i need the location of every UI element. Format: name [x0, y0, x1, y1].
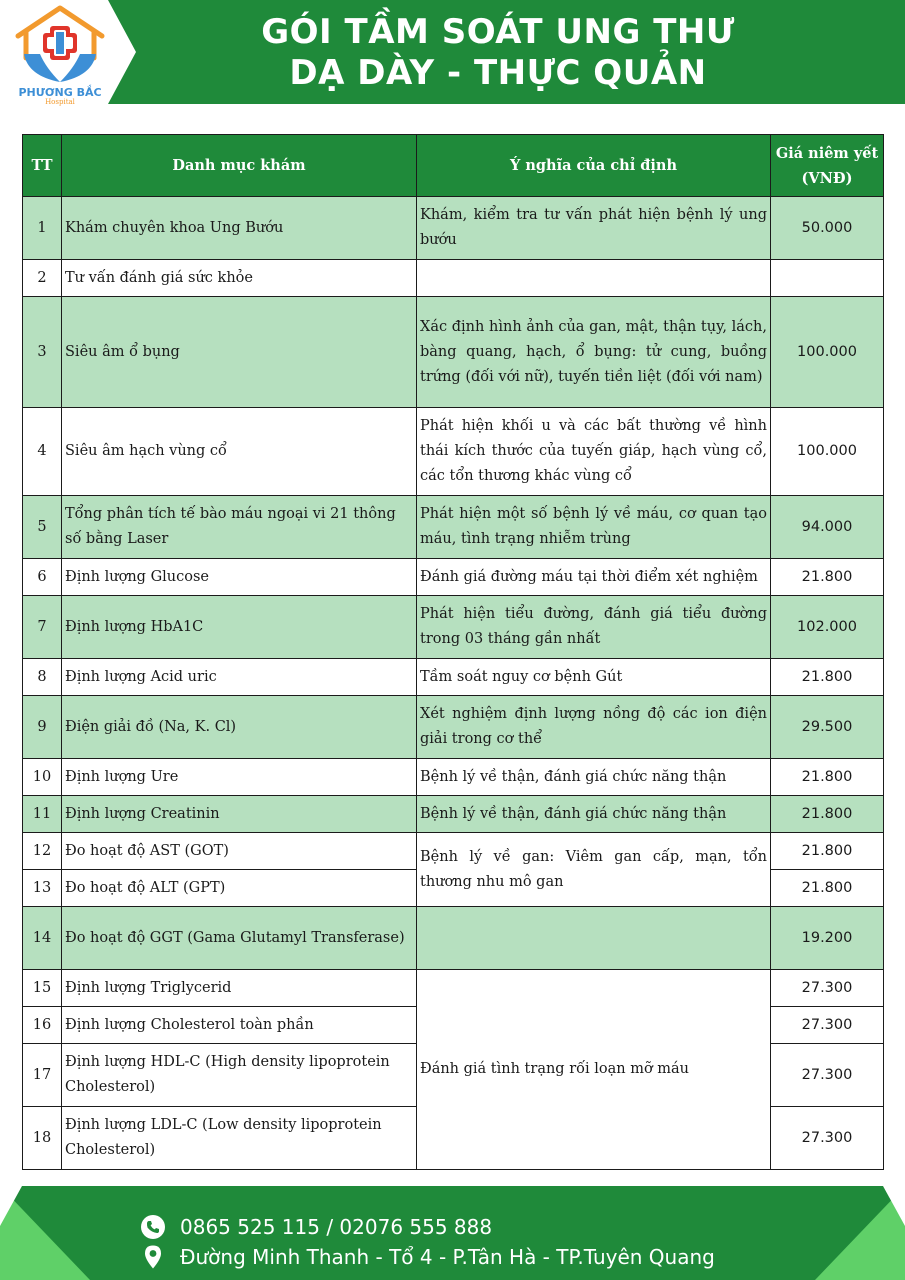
- row-meaning: Phát hiện tiểu đường, đánh giá tiểu đường trong 03 tháng gần nhất: [417, 596, 771, 659]
- row-item: Đo hoạt độ ALT (GPT): [62, 870, 417, 907]
- row-item: Định lượng HDL-C (High density lipoprotein Cholesterol): [62, 1044, 417, 1107]
- footer-address-text: Đường Minh Thanh - Tổ 4 - P.Tân Hà - TP.Tuyên Quang: [180, 1245, 715, 1269]
- row-meaning: Phát hiện khối u và các bất thường về hình thái kích thước của tuyến giáp, hạch vùng cổ, các tổn thương khác vùng cổ: [417, 408, 771, 496]
- column-header-price: [771, 135, 884, 197]
- table-row: [23, 970, 884, 1007]
- row-price: 27.300: [771, 1044, 884, 1107]
- row-number: 15: [23, 970, 62, 1007]
- row-item: Siêu âm hạch vùng cổ: [62, 408, 417, 496]
- footer-phone-text[interactable]: 0865 525 115 / 02076 555 888: [180, 1215, 493, 1239]
- row-price: 50.000: [771, 197, 884, 260]
- row-item: Tổng phân tích tế bào máu ngoại vi 21 thông số bằng Laser: [62, 496, 417, 559]
- column-header-tt: TT: [23, 135, 62, 197]
- row-number: 7: [23, 596, 62, 659]
- row-price: 102.000: [771, 596, 884, 659]
- table-row: [23, 796, 884, 833]
- title-line-1: GÓI TẦM SOÁT UNG THƯ: [261, 12, 735, 52]
- table-row: [23, 408, 884, 496]
- table-row: [23, 596, 884, 659]
- row-number: 13: [23, 870, 62, 907]
- footer-address: [140, 1242, 715, 1272]
- row-price: [771, 260, 884, 297]
- row-price: 21.800: [771, 559, 884, 596]
- row-number: 12: [23, 833, 62, 870]
- row-meaning: Bệnh lý về thận, đánh giá chức năng thận: [417, 759, 771, 796]
- table-row: [23, 197, 884, 260]
- row-number: 14: [23, 907, 62, 970]
- row-price: 27.300: [771, 970, 884, 1007]
- row-item: Đo hoạt độ GGT (Gama Glutamyl Transferase): [62, 907, 417, 970]
- row-price: 21.800: [771, 796, 884, 833]
- row-item: Tư vấn đánh giá sức khỏe: [62, 260, 417, 297]
- row-meaning: Xác định hình ảnh của gan, mật, thận tụy, lách, bàng quang, hạch, ổ bụng: tử cung, buồng trứng (đối với nữ), tuyến tiền liệt (đối với nam): [417, 297, 771, 408]
- row-item: Đo hoạt độ AST (GOT): [62, 833, 417, 870]
- row-item: Siêu âm ổ bụng: [62, 297, 417, 408]
- row-price: 94.000: [771, 496, 884, 559]
- row-number: 11: [23, 796, 62, 833]
- row-price: 21.800: [771, 870, 884, 907]
- row-item: Định lượng Ure: [62, 759, 417, 796]
- row-item: Định lượng LDL-C (Low density lipoprotein Cholesterol): [62, 1107, 417, 1170]
- table-row: [23, 759, 884, 796]
- phone-icon: [140, 1214, 166, 1240]
- row-number: 8: [23, 659, 62, 696]
- table-row: [23, 297, 884, 408]
- row-meaning: Đánh giá tình trạng rối loạn mỡ máu: [417, 970, 771, 1170]
- table-row: [23, 907, 884, 970]
- hospital-logo: [10, 2, 110, 106]
- row-meaning: Bệnh lý về gan: Viêm gan cấp, mạn, tổn thương nhu mô gan: [417, 833, 771, 907]
- row-price: 27.300: [771, 1107, 884, 1170]
- row-meaning: [417, 260, 771, 297]
- row-number: 5: [23, 496, 62, 559]
- row-price: 100.000: [771, 297, 884, 408]
- column-header-item: Danh mục khám: [62, 135, 417, 197]
- row-meaning: Tầm soát nguy cơ bệnh Gút: [417, 659, 771, 696]
- location-pin-icon: [140, 1244, 166, 1270]
- row-number: 1: [23, 197, 62, 260]
- row-number: 3: [23, 297, 62, 408]
- logo-text: PHƯƠNG BẮC: [18, 86, 102, 99]
- row-meaning: [417, 907, 771, 970]
- table-row: [23, 496, 884, 559]
- row-price: 100.000: [771, 408, 884, 496]
- row-number: 18: [23, 1107, 62, 1170]
- title-line-2: DẠ DÀY - THỰC QUẢN: [289, 53, 707, 93]
- column-header-meaning: Ý nghĩa của chỉ định: [417, 135, 771, 197]
- table-row: [23, 559, 884, 596]
- row-number: 9: [23, 696, 62, 759]
- row-number: 4: [23, 408, 62, 496]
- row-number: 16: [23, 1007, 62, 1044]
- table-row: [23, 833, 884, 870]
- row-item: Khám chuyên khoa Ung Bướu: [62, 197, 417, 260]
- table-row: [23, 696, 884, 759]
- row-item: Định lượng HbA1C: [62, 596, 417, 659]
- row-price: 21.800: [771, 759, 884, 796]
- row-item: Định lượng Cholesterol toàn phần: [62, 1007, 417, 1044]
- row-meaning: Khám, kiểm tra tư vấn phát hiện bệnh lý ung bướu: [417, 197, 771, 260]
- footer-phone: [140, 1212, 492, 1242]
- row-item: Định lượng Creatinin: [62, 796, 417, 833]
- row-price: 19.200: [771, 907, 884, 970]
- row-price: 21.800: [771, 659, 884, 696]
- table-row: [23, 260, 884, 297]
- row-meaning: Phát hiện một số bệnh lý về máu, cơ quan tạo máu, tình trạng nhiễm trùng: [417, 496, 771, 559]
- row-price: 27.300: [771, 1007, 884, 1044]
- row-meaning: Đánh giá đường máu tại thời điểm xét nghiệm: [417, 559, 771, 596]
- row-meaning: Xét nghiệm định lượng nồng độ các ion điện giải trong cơ thể: [417, 696, 771, 759]
- footer-corner-left-cut: [0, 1186, 22, 1226]
- package-table: [22, 134, 884, 1170]
- row-number: 10: [23, 759, 62, 796]
- row-number: 2: [23, 260, 62, 297]
- row-price: 29.500: [771, 696, 884, 759]
- column-header-price-label: Giá niêm yết: [775, 144, 879, 162]
- row-item: Định lượng Triglycerid: [62, 970, 417, 1007]
- row-number: 6: [23, 559, 62, 596]
- row-price: 21.800: [771, 833, 884, 870]
- row-meaning: Bệnh lý về thận, đánh giá chức năng thận: [417, 796, 771, 833]
- column-header-price-unit: (VNĐ): [801, 169, 853, 187]
- table-header-row: [23, 135, 884, 197]
- row-item: Định lượng Glucose: [62, 559, 417, 596]
- footer-corner-right-cut: [883, 1186, 905, 1226]
- row-item: Định lượng Acid uric: [62, 659, 417, 696]
- row-item: Điện giải đồ (Na, K. Cl): [62, 696, 417, 759]
- page-title: [178, 12, 818, 94]
- table-row: [23, 659, 884, 696]
- logo-subtext: Hospital: [45, 98, 75, 106]
- row-number: 17: [23, 1044, 62, 1107]
